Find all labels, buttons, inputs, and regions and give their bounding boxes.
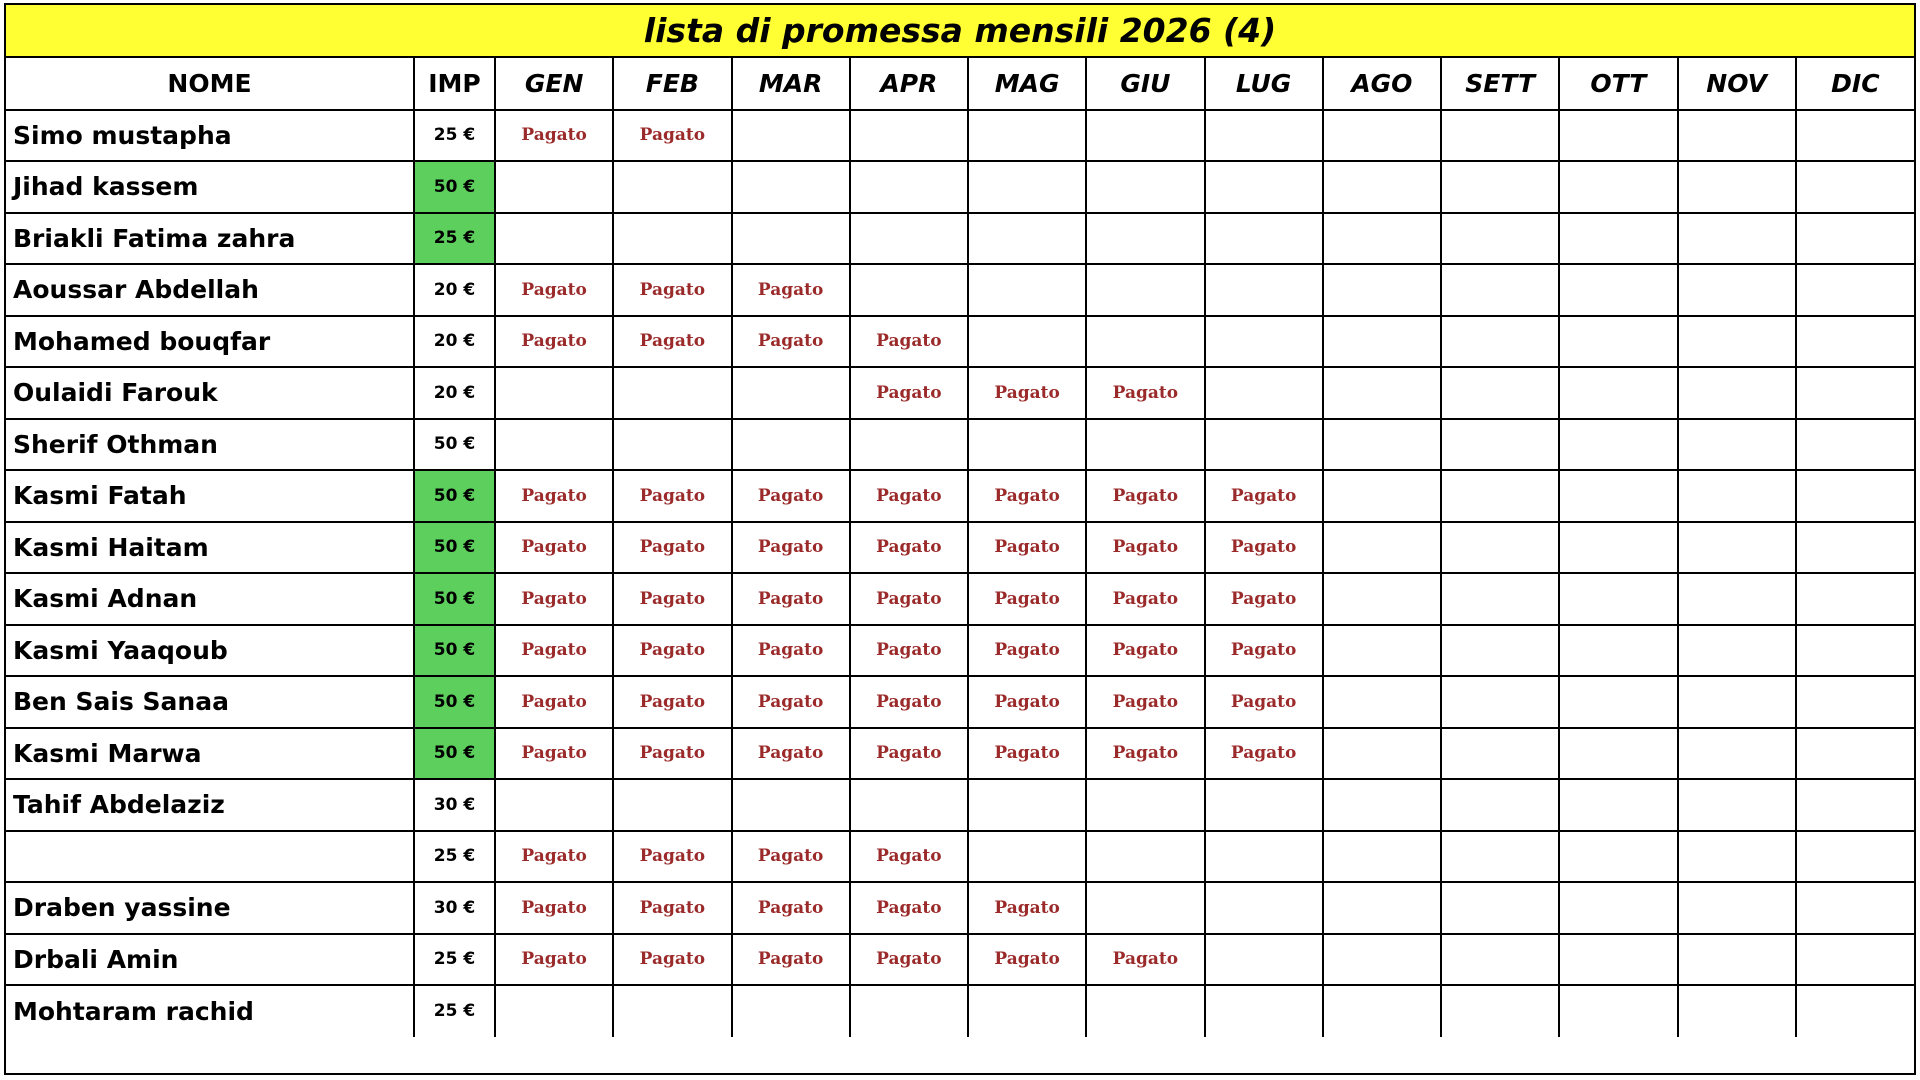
empty-cell[interactable] (1086, 316, 1204, 368)
header-month[interactable]: MAR (732, 58, 850, 110)
name-cell[interactable]: Kasmi Yaaqoub (6, 625, 414, 677)
empty-cell[interactable] (1796, 831, 1914, 883)
empty-cell[interactable] (1678, 831, 1796, 883)
empty-cell[interactable] (1796, 779, 1914, 831)
empty-cell[interactable] (1205, 419, 1323, 471)
paid-cell[interactable]: Pagato (495, 316, 613, 368)
empty-cell[interactable] (495, 161, 613, 213)
empty-cell[interactable] (1796, 264, 1914, 316)
empty-cell[interactable] (1441, 419, 1559, 471)
table-row (6, 367, 1914, 419)
amount-cell[interactable]: 50 € (414, 522, 495, 574)
empty-cell[interactable] (1678, 985, 1796, 1037)
table-row (6, 676, 1914, 728)
empty-cell[interactable] (1678, 676, 1796, 728)
empty-cell[interactable] (1441, 110, 1559, 162)
empty-cell[interactable] (1796, 882, 1914, 934)
empty-cell[interactable] (732, 213, 850, 265)
empty-cell[interactable] (1323, 882, 1441, 934)
empty-cell[interactable] (1678, 110, 1796, 162)
paid-cell[interactable]: Pagato (495, 831, 613, 883)
empty-cell[interactable] (1441, 728, 1559, 780)
amount-cell[interactable]: 25 € (414, 934, 495, 986)
name-cell[interactable]: Sherif Othman (6, 419, 414, 471)
empty-cell[interactable] (732, 367, 850, 419)
empty-cell[interactable] (1205, 316, 1323, 368)
header-month[interactable]: DIC (1796, 58, 1914, 110)
empty-cell[interactable] (1559, 934, 1677, 986)
empty-cell[interactable] (1323, 161, 1441, 213)
paid-cell[interactable]: Pagato (495, 522, 613, 574)
empty-cell[interactable] (1559, 367, 1677, 419)
empty-cell[interactable] (1796, 625, 1914, 677)
paid-cell[interactable]: Pagato (613, 522, 731, 574)
empty-cell[interactable] (1559, 779, 1677, 831)
paid-cell[interactable]: Pagato (613, 264, 731, 316)
table-row (6, 419, 1914, 471)
paid-cell[interactable]: Pagato (968, 367, 1086, 419)
name-cell[interactable]: Mohamed bouqfar (6, 316, 414, 368)
empty-cell[interactable] (1086, 831, 1204, 883)
empty-cell[interactable] (1796, 522, 1914, 574)
empty-cell[interactable] (1678, 625, 1796, 677)
header-imp[interactable]: IMP (414, 58, 495, 110)
paid-cell[interactable]: Pagato (495, 934, 613, 986)
empty-cell[interactable] (495, 985, 613, 1037)
paid-cell[interactable]: Pagato (850, 934, 968, 986)
empty-cell[interactable] (1678, 470, 1796, 522)
paid-cell[interactable]: Pagato (732, 522, 850, 574)
empty-cell[interactable] (1441, 934, 1559, 986)
empty-cell[interactable] (1205, 779, 1323, 831)
empty-cell[interactable] (613, 985, 731, 1037)
paid-cell[interactable]: Pagato (968, 573, 1086, 625)
amount-cell[interactable]: 50 € (414, 161, 495, 213)
table-row (6, 264, 1914, 316)
empty-cell[interactable] (1559, 419, 1677, 471)
paid-cell[interactable]: Pagato (732, 470, 850, 522)
amount-cell[interactable]: 20 € (414, 316, 495, 368)
empty-cell[interactable] (1796, 316, 1914, 368)
paid-cell[interactable]: Pagato (495, 470, 613, 522)
empty-cell[interactable] (1323, 264, 1441, 316)
paid-cell[interactable]: Pagato (968, 934, 1086, 986)
empty-cell[interactable] (850, 779, 968, 831)
empty-cell[interactable] (1796, 573, 1914, 625)
empty-cell[interactable] (1796, 213, 1914, 265)
empty-cell[interactable] (1559, 882, 1677, 934)
empty-cell[interactable] (1323, 316, 1441, 368)
paid-cell[interactable]: Pagato (732, 831, 850, 883)
name-cell[interactable]: Tahif Abdelaziz (6, 779, 414, 831)
name-cell[interactable]: Draben yassine (6, 882, 414, 934)
empty-cell[interactable] (1323, 779, 1441, 831)
paid-cell[interactable]: Pagato (732, 728, 850, 780)
empty-cell[interactable] (1441, 985, 1559, 1037)
amount-cell[interactable]: 50 € (414, 625, 495, 677)
empty-cell[interactable] (1796, 728, 1914, 780)
table-row (6, 573, 1914, 625)
paid-cell[interactable]: Pagato (732, 264, 850, 316)
empty-cell[interactable] (1796, 934, 1914, 986)
table-row (6, 110, 1914, 162)
empty-cell[interactable] (1678, 522, 1796, 574)
empty-cell[interactable] (1086, 161, 1204, 213)
empty-cell[interactable] (1678, 419, 1796, 471)
name-cell[interactable]: Kasmi Marwa (6, 728, 414, 780)
amount-cell[interactable]: 50 € (414, 419, 495, 471)
paid-cell[interactable]: Pagato (732, 573, 850, 625)
empty-cell[interactable] (1559, 213, 1677, 265)
empty-cell[interactable] (1559, 625, 1677, 677)
empty-cell[interactable] (850, 985, 968, 1037)
empty-cell[interactable] (732, 779, 850, 831)
paid-cell[interactable]: Pagato (732, 625, 850, 677)
empty-cell[interactable] (1678, 934, 1796, 986)
empty-cell[interactable] (1086, 213, 1204, 265)
paid-cell[interactable]: Pagato (495, 110, 613, 162)
name-cell[interactable]: Kasmi Adnan (6, 573, 414, 625)
empty-cell[interactable] (850, 264, 968, 316)
empty-cell[interactable] (1678, 264, 1796, 316)
empty-cell[interactable] (613, 213, 731, 265)
empty-cell[interactable] (1323, 625, 1441, 677)
empty-cell[interactable] (968, 213, 1086, 265)
paid-cell[interactable]: Pagato (495, 625, 613, 677)
empty-cell[interactable] (1323, 573, 1441, 625)
amount-cell[interactable]: 25 € (414, 831, 495, 883)
empty-cell[interactable] (1678, 573, 1796, 625)
paid-cell[interactable]: Pagato (850, 728, 968, 780)
empty-cell[interactable] (1323, 676, 1441, 728)
empty-cell[interactable] (1559, 161, 1677, 213)
empty-cell[interactable] (1323, 985, 1441, 1037)
name-cell[interactable]: Kasmi Fatah (6, 470, 414, 522)
empty-cell[interactable] (495, 419, 613, 471)
empty-cell[interactable] (495, 779, 613, 831)
paid-cell[interactable]: Pagato (1086, 470, 1204, 522)
header-month[interactable]: LUG (1205, 58, 1323, 110)
paid-cell[interactable]: Pagato (968, 882, 1086, 934)
table-row (6, 934, 1914, 986)
empty-cell[interactable] (968, 161, 1086, 213)
empty-cell[interactable] (1086, 110, 1204, 162)
empty-cell[interactable] (968, 985, 1086, 1037)
paid-cell[interactable]: Pagato (495, 676, 613, 728)
paid-cell[interactable]: Pagato (613, 625, 731, 677)
paid-cell[interactable]: Pagato (850, 882, 968, 934)
paid-cell[interactable]: Pagato (850, 522, 968, 574)
empty-cell[interactable] (1559, 470, 1677, 522)
paid-cell[interactable]: Pagato (968, 625, 1086, 677)
header-month[interactable]: FEB (613, 58, 731, 110)
empty-cell[interactable] (1559, 264, 1677, 316)
table-row (6, 779, 1914, 831)
empty-cell[interactable] (1441, 367, 1559, 419)
header-month[interactable]: GIU (1086, 58, 1204, 110)
amount-cell[interactable]: 50 € (414, 470, 495, 522)
header-month[interactable]: AGO (1323, 58, 1441, 110)
amount-cell[interactable]: 50 € (414, 676, 495, 728)
paid-cell[interactable]: Pagato (850, 573, 968, 625)
paid-cell[interactable]: Pagato (1086, 522, 1204, 574)
empty-cell[interactable] (495, 213, 613, 265)
name-cell[interactable]: Ben Sais Sanaa (6, 676, 414, 728)
empty-cell[interactable] (1205, 367, 1323, 419)
empty-cell[interactable] (1678, 316, 1796, 368)
paid-cell[interactable]: Pagato (968, 676, 1086, 728)
paid-cell[interactable]: Pagato (850, 676, 968, 728)
paid-cell[interactable]: Pagato (613, 676, 731, 728)
empty-cell[interactable] (850, 110, 968, 162)
empty-cell[interactable] (1441, 779, 1559, 831)
empty-cell[interactable] (850, 213, 968, 265)
empty-cell[interactable] (1796, 161, 1914, 213)
paid-cell[interactable]: Pagato (732, 316, 850, 368)
empty-cell[interactable] (1559, 573, 1677, 625)
empty-cell[interactable] (1441, 470, 1559, 522)
empty-cell[interactable] (1205, 161, 1323, 213)
paid-cell[interactable]: Pagato (1205, 676, 1323, 728)
empty-cell[interactable] (1796, 470, 1914, 522)
empty-cell[interactable] (1441, 264, 1559, 316)
paid-cell[interactable]: Pagato (1205, 728, 1323, 780)
paid-cell[interactable]: Pagato (495, 882, 613, 934)
paid-cell[interactable]: Pagato (1086, 728, 1204, 780)
empty-cell[interactable] (1441, 882, 1559, 934)
paid-cell[interactable]: Pagato (1205, 625, 1323, 677)
paid-cell[interactable]: Pagato (495, 573, 613, 625)
paid-cell[interactable]: Pagato (613, 728, 731, 780)
empty-cell[interactable] (1559, 316, 1677, 368)
paid-cell[interactable]: Pagato (850, 470, 968, 522)
sheet-title: lista di promessa mensili 2026 (4) (6, 5, 1914, 58)
empty-cell[interactable] (1559, 728, 1677, 780)
empty-cell[interactable] (1441, 522, 1559, 574)
paid-cell[interactable]: Pagato (732, 676, 850, 728)
spreadsheet (4, 3, 1916, 1075)
empty-cell[interactable] (1441, 573, 1559, 625)
table-row (6, 985, 1914, 1037)
amount-cell[interactable]: 30 € (414, 882, 495, 934)
empty-cell[interactable] (613, 779, 731, 831)
paid-cell[interactable]: Pagato (1205, 573, 1323, 625)
empty-cell[interactable] (1559, 676, 1677, 728)
empty-cell[interactable] (1323, 831, 1441, 883)
amount-cell[interactable]: 25 € (414, 985, 495, 1037)
empty-cell[interactable] (1323, 470, 1441, 522)
paid-cell[interactable]: Pagato (495, 264, 613, 316)
empty-cell[interactable] (1678, 779, 1796, 831)
empty-cell[interactable] (1559, 985, 1677, 1037)
empty-cell[interactable] (968, 779, 1086, 831)
empty-cell[interactable] (1086, 985, 1204, 1037)
table-row (6, 882, 1914, 934)
paid-cell[interactable]: Pagato (613, 573, 731, 625)
amount-cell[interactable]: 25 € (414, 213, 495, 265)
empty-cell[interactable] (732, 985, 850, 1037)
table-row (6, 522, 1914, 574)
paid-cell[interactable]: Pagato (1086, 573, 1204, 625)
empty-cell[interactable] (1441, 676, 1559, 728)
amount-cell[interactable]: 20 € (414, 367, 495, 419)
paid-cell[interactable]: Pagato (732, 934, 850, 986)
empty-cell[interactable] (1678, 367, 1796, 419)
empty-cell[interactable] (1323, 934, 1441, 986)
paid-cell[interactable]: Pagato (495, 728, 613, 780)
table-row (6, 625, 1914, 677)
empty-cell[interactable] (968, 419, 1086, 471)
empty-cell[interactable] (732, 110, 850, 162)
paid-cell[interactable]: Pagato (968, 728, 1086, 780)
paid-cell[interactable]: Pagato (613, 316, 731, 368)
empty-cell[interactable] (1323, 367, 1441, 419)
table-row (6, 728, 1914, 780)
empty-cell[interactable] (495, 367, 613, 419)
paid-cell[interactable]: Pagato (613, 934, 731, 986)
empty-cell[interactable] (732, 419, 850, 471)
empty-cell[interactable] (732, 161, 850, 213)
header-month[interactable]: NOV (1678, 58, 1796, 110)
empty-cell[interactable] (1323, 110, 1441, 162)
amount-cell[interactable]: 25 € (414, 110, 495, 162)
empty-cell[interactable] (613, 161, 731, 213)
empty-cell[interactable] (1323, 213, 1441, 265)
paid-cell[interactable]: Pagato (968, 522, 1086, 574)
empty-cell[interactable] (1205, 213, 1323, 265)
empty-cell[interactable] (1086, 419, 1204, 471)
empty-cell[interactable] (1559, 110, 1677, 162)
empty-cell[interactable] (1086, 882, 1204, 934)
table-row (6, 831, 1914, 883)
empty-cell[interactable] (968, 110, 1086, 162)
promise-table (6, 58, 1914, 1037)
name-cell[interactable]: Briakli Fatima zahra (6, 213, 414, 265)
empty-cell[interactable] (1205, 110, 1323, 162)
paid-cell[interactable]: Pagato (1086, 934, 1204, 986)
paid-cell[interactable]: Pagato (613, 470, 731, 522)
header-month[interactable]: GEN (495, 58, 613, 110)
empty-cell[interactable] (850, 419, 968, 471)
amount-cell[interactable]: 50 € (414, 728, 495, 780)
name-cell[interactable]: Jihad kassem (6, 161, 414, 213)
amount-cell[interactable]: 50 € (414, 573, 495, 625)
paid-cell[interactable]: Pagato (850, 625, 968, 677)
empty-cell[interactable] (1205, 882, 1323, 934)
paid-cell[interactable]: Pagato (1205, 522, 1323, 574)
empty-cell[interactable] (1323, 522, 1441, 574)
header-month[interactable]: MAG (968, 58, 1086, 110)
table-row (6, 213, 1914, 265)
empty-cell[interactable] (1205, 934, 1323, 986)
table-row (6, 470, 1914, 522)
table-body (6, 110, 1914, 1037)
empty-cell[interactable] (1796, 110, 1914, 162)
empty-cell[interactable] (1796, 419, 1914, 471)
name-cell[interactable]: Drbali Amin (6, 934, 414, 986)
paid-cell[interactable]: Pagato (1086, 625, 1204, 677)
paid-cell[interactable]: Pagato (850, 831, 968, 883)
empty-cell[interactable] (1678, 882, 1796, 934)
table-row (6, 161, 1914, 213)
empty-cell[interactable] (1323, 419, 1441, 471)
empty-cell[interactable] (1441, 316, 1559, 368)
amount-cell[interactable]: 20 € (414, 264, 495, 316)
empty-cell[interactable] (1205, 831, 1323, 883)
paid-cell[interactable]: Pagato (1205, 470, 1323, 522)
empty-cell[interactable] (968, 316, 1086, 368)
empty-cell[interactable] (968, 264, 1086, 316)
empty-cell[interactable] (1086, 264, 1204, 316)
empty-cell[interactable] (1559, 831, 1677, 883)
empty-cell[interactable] (1441, 213, 1559, 265)
paid-cell[interactable]: Pagato (1086, 367, 1204, 419)
name-cell[interactable]: Mohtaram rachid (6, 985, 414, 1037)
empty-cell[interactable] (1678, 161, 1796, 213)
empty-cell[interactable] (1205, 985, 1323, 1037)
paid-cell[interactable]: Pagato (968, 470, 1086, 522)
table-row (6, 316, 1914, 368)
empty-cell[interactable] (1796, 985, 1914, 1037)
empty-cell[interactable] (1796, 676, 1914, 728)
empty-cell[interactable] (613, 419, 731, 471)
header-nome[interactable]: NOME (6, 58, 414, 110)
empty-cell[interactable] (1441, 161, 1559, 213)
paid-cell[interactable]: Pagato (613, 110, 731, 162)
header-month[interactable]: APR (850, 58, 968, 110)
paid-cell[interactable]: Pagato (613, 831, 731, 883)
header-month[interactable]: SETT (1441, 58, 1559, 110)
paid-cell[interactable]: Pagato (850, 316, 968, 368)
empty-cell[interactable] (850, 161, 968, 213)
empty-cell[interactable] (1441, 831, 1559, 883)
empty-cell[interactable] (1323, 728, 1441, 780)
paid-cell[interactable]: Pagato (1086, 676, 1204, 728)
empty-cell[interactable] (1796, 367, 1914, 419)
empty-cell[interactable] (968, 831, 1086, 883)
empty-cell[interactable] (1441, 625, 1559, 677)
empty-cell[interactable] (613, 367, 731, 419)
empty-cell[interactable] (1205, 264, 1323, 316)
empty-cell[interactable] (1559, 522, 1677, 574)
name-cell[interactable]: Oulaidi Farouk (6, 367, 414, 419)
name-cell[interactable]: Aoussar Abdellah (6, 264, 414, 316)
empty-cell[interactable] (1678, 213, 1796, 265)
paid-cell[interactable]: Pagato (613, 882, 731, 934)
amount-cell[interactable]: 30 € (414, 779, 495, 831)
header-row (6, 58, 1914, 110)
paid-cell[interactable]: Pagato (732, 882, 850, 934)
name-cell[interactable]: Simo mustapha (6, 110, 414, 162)
header-month[interactable]: OTT (1559, 58, 1677, 110)
name-cell[interactable] (6, 831, 414, 883)
empty-cell[interactable] (1086, 779, 1204, 831)
name-cell[interactable]: Kasmi Haitam (6, 522, 414, 574)
empty-cell[interactable] (1678, 728, 1796, 780)
paid-cell[interactable]: Pagato (850, 367, 968, 419)
